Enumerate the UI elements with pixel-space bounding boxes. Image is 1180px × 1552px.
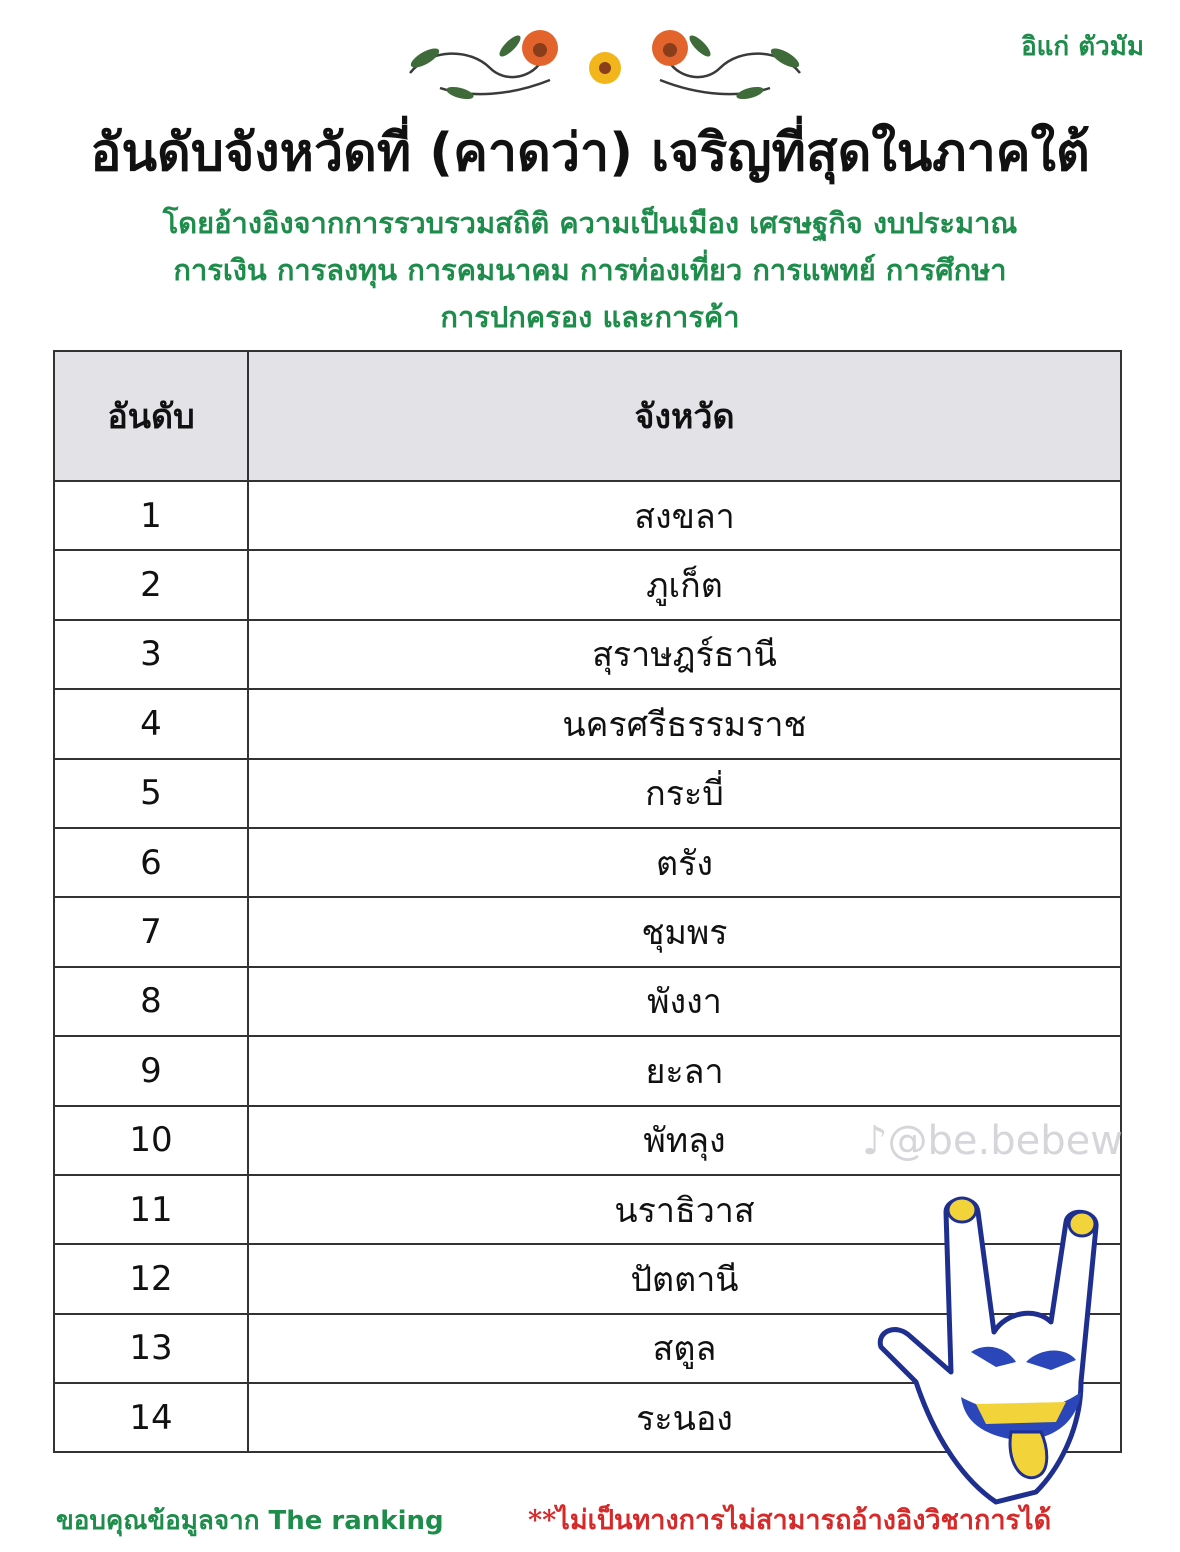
province-cell: สตูล <box>248 1314 1121 1383</box>
province-cell: ยะลา <box>248 1036 1121 1105</box>
rank-cell: 1 <box>54 481 248 550</box>
province-cell: ชุมพร <box>248 897 1121 966</box>
subtitle <box>40 200 1140 341</box>
rank-cell: 13 <box>54 1314 248 1383</box>
province-cell: พัทลุง <box>248 1106 1121 1175</box>
province-cell: ระนอง <box>248 1383 1121 1452</box>
table-row <box>54 620 1121 689</box>
subtitle-line: การปกครอง และการค้า <box>440 300 740 334</box>
table-row <box>54 1036 1121 1105</box>
table-row <box>54 828 1121 897</box>
rank-cell: 10 <box>54 1106 248 1175</box>
column-header-rank: อันดับ <box>54 351 248 481</box>
province-cell: ตรัง <box>248 828 1121 897</box>
rank-cell: 12 <box>54 1244 248 1313</box>
credit-text: ขอบคุณข้อมูลจาก The ranking <box>56 1506 444 1536</box>
column-header-province: จังหวัด <box>248 351 1121 481</box>
table-row <box>54 689 1121 758</box>
table-header-row <box>54 351 1121 481</box>
province-cell: กระบี่ <box>248 759 1121 828</box>
rank-cell: 14 <box>54 1383 248 1452</box>
tiktok-icon: ♪ <box>862 1118 888 1164</box>
rank-cell: 7 <box>54 897 248 966</box>
subtitle-line: โดยอ้างอิงจากการรวบรวมสถิติ ความเป็นเมือง เศรษฐกิจ งบประมาณ <box>162 206 1018 240</box>
floral-ornament-icon <box>380 18 830 108</box>
rank-cell: 6 <box>54 828 248 897</box>
province-cell: นราธิวาส <box>248 1175 1121 1244</box>
rank-cell: 8 <box>54 967 248 1036</box>
page-title: อันดับจังหวัดที่ (คาดว่า) เจริญที่สุดในภาคใต้ <box>90 123 1090 183</box>
province-cell: นครศรีธรรมราช <box>248 689 1121 758</box>
subtitle-line: การเงิน การลงทุน การคมนาคม การท่องเที่ยว การแพทย์ การศึกษา <box>173 253 1007 287</box>
rank-cell: 3 <box>54 620 248 689</box>
rank-cell: 4 <box>54 689 248 758</box>
disclaimer-text: **ไม่เป็นทางการไม่สามารถอ้างอิงวิชาการได้ <box>528 1505 1052 1536</box>
province-cell: พังงา <box>248 967 1121 1036</box>
province-cell: สุราษฎร์ธานี <box>248 620 1121 689</box>
table-row <box>54 759 1121 828</box>
rank-cell: 2 <box>54 550 248 619</box>
watermark-handle: @be.bebew <box>887 1118 1123 1164</box>
rank-cell: 5 <box>54 759 248 828</box>
province-cell: ปัตตานี <box>248 1244 1121 1313</box>
table-row <box>54 897 1121 966</box>
rank-cell: 9 <box>54 1036 248 1105</box>
table-row <box>54 967 1121 1036</box>
rank-cell: 11 <box>54 1175 248 1244</box>
rock-hand-mascot-icon <box>876 1182 1126 1522</box>
author-label: อิแก่ ตัวมัม <box>1021 32 1144 62</box>
watermark <box>862 1118 1123 1164</box>
table-row <box>54 481 1121 550</box>
table-row <box>54 550 1121 619</box>
province-cell: สงขลา <box>248 481 1121 550</box>
province-cell: ภูเก็ต <box>248 550 1121 619</box>
